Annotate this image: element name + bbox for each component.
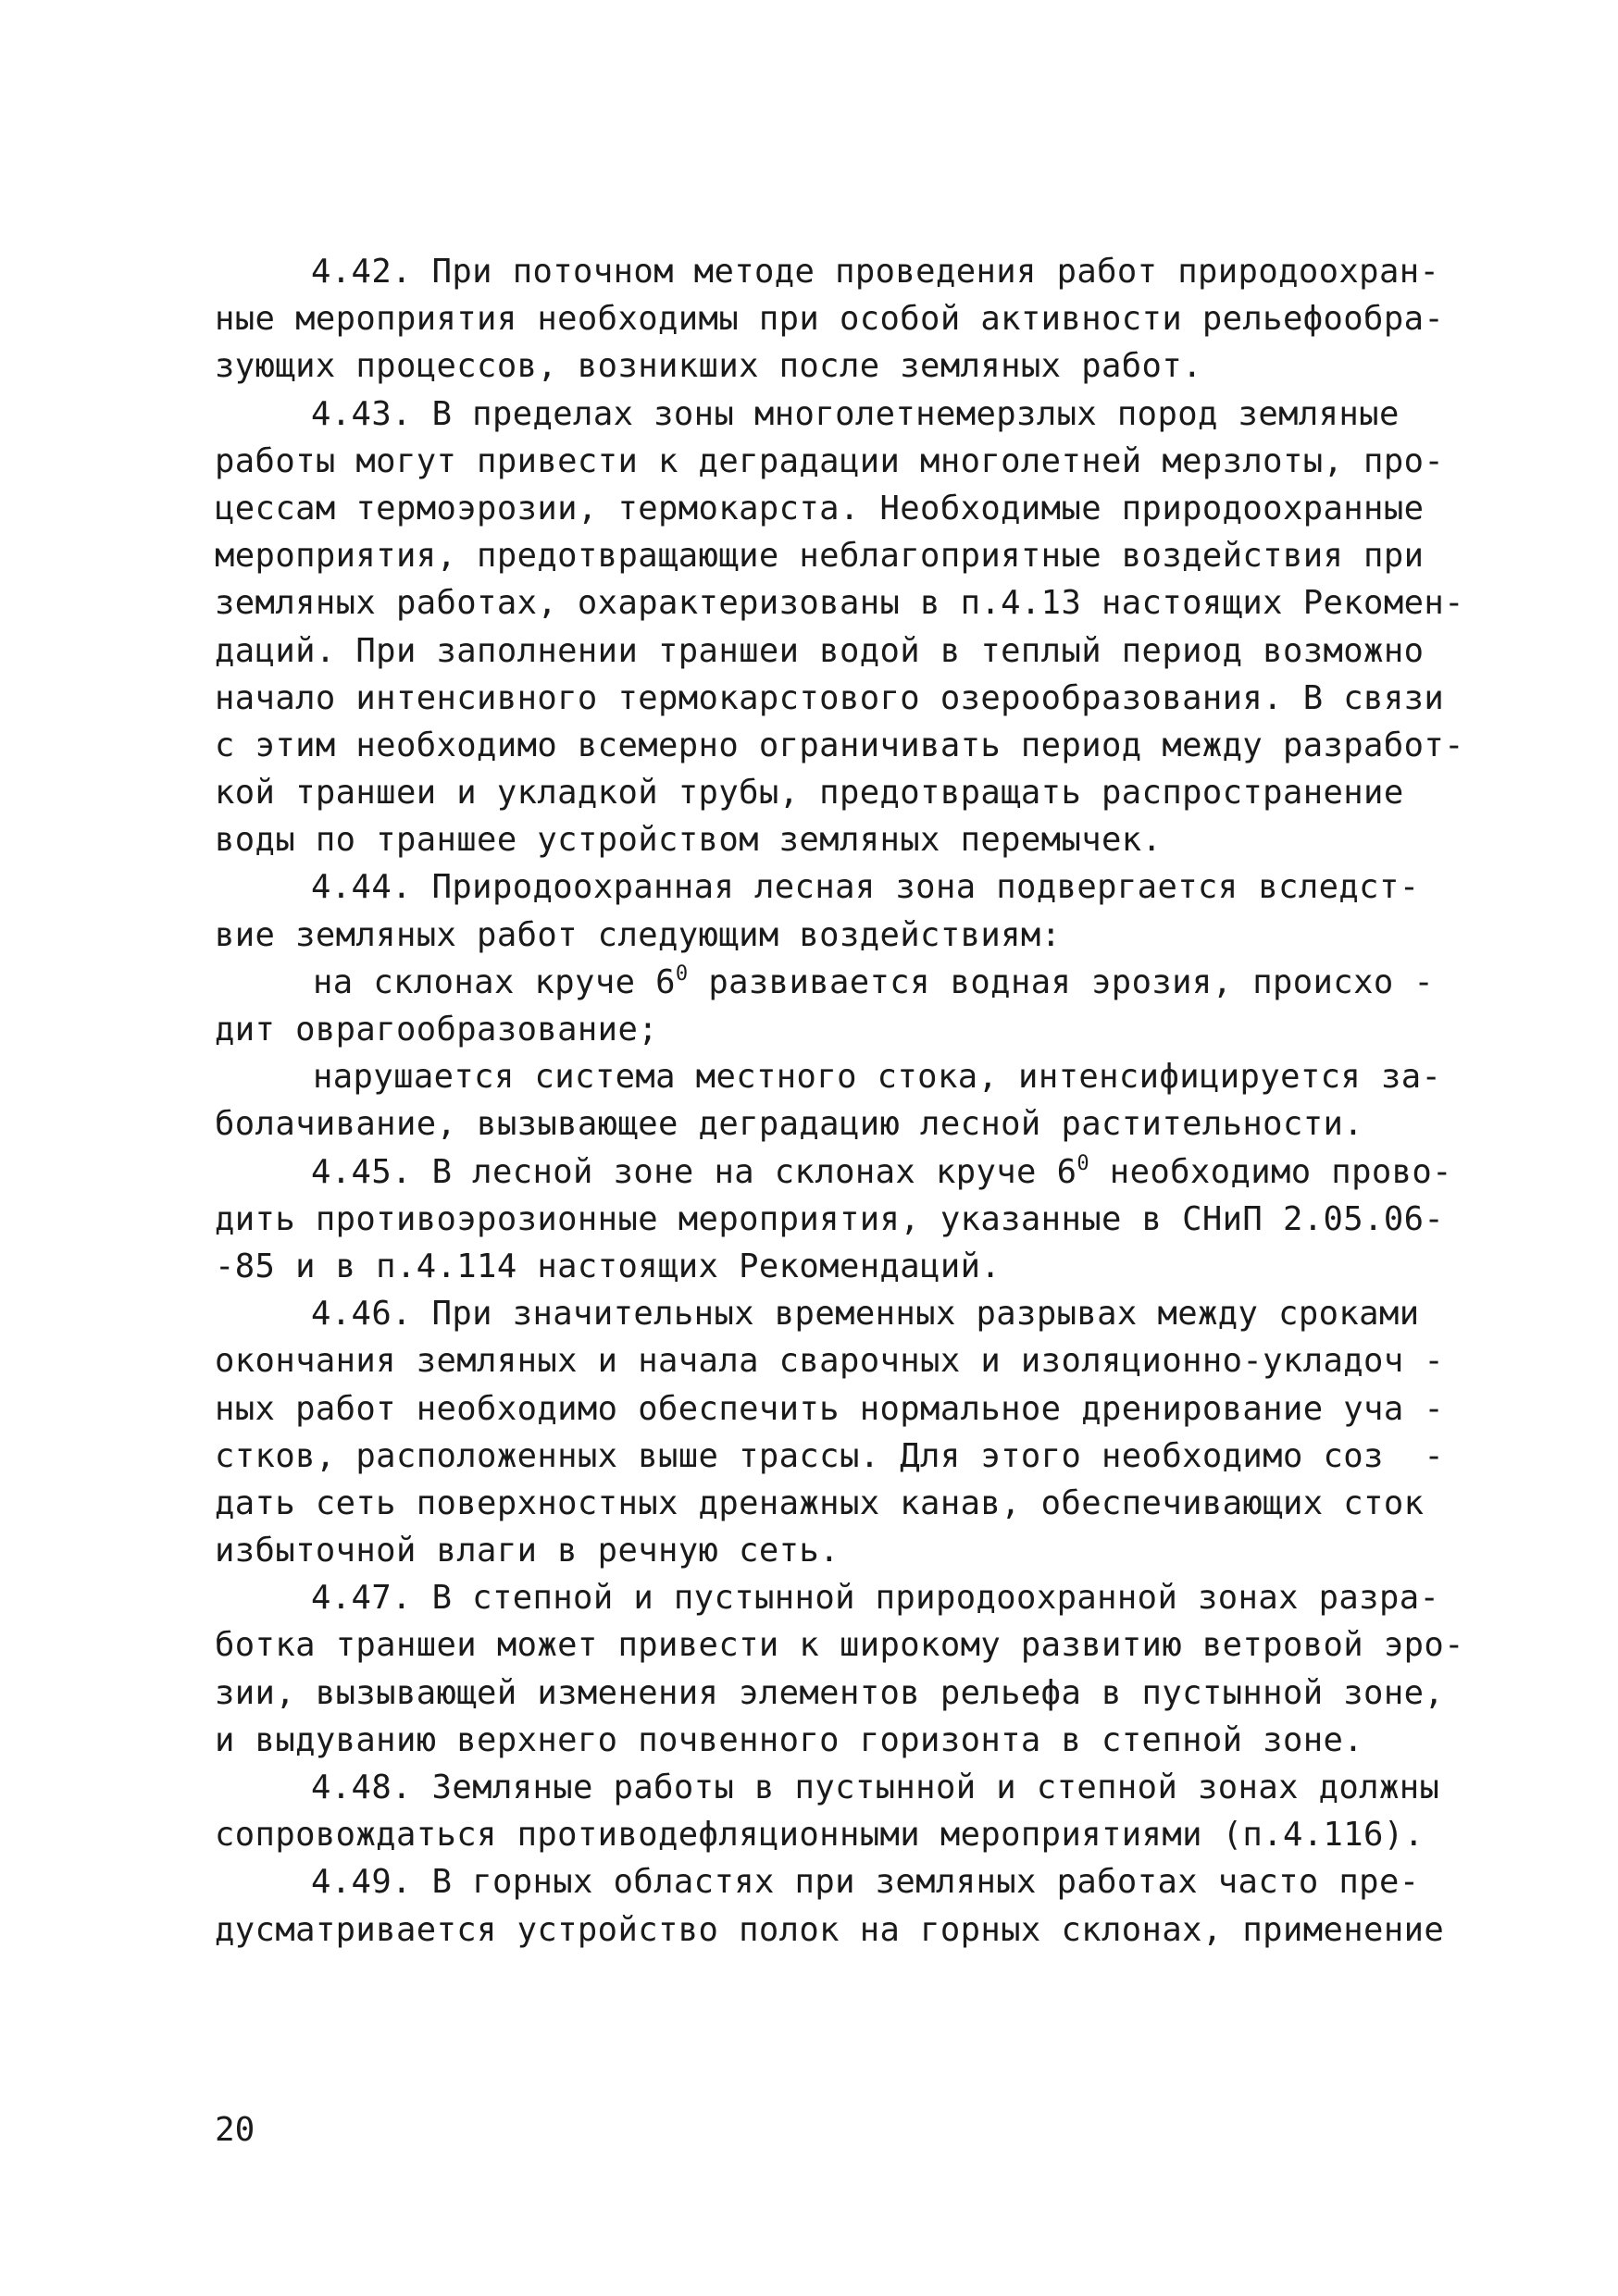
text-line: 4.46. При значительных временных разрывах между сроками — [311, 1295, 1420, 1334]
text-line: вие земляных работ следующим воздействиям: — [215, 915, 1062, 954]
text-line: избыточной влаги в речную сеть. — [215, 1532, 840, 1570]
text-line: работы могут привести к деградации многолетней мерзлоты, про- — [215, 441, 1445, 480]
text-segment: на склонах круче 6 — [313, 962, 676, 1001]
text-line: зии, вызывающей изменения элементов рельефа в пустынной зоне, — [215, 1673, 1445, 1712]
text-line: болачивание, вызывающее деградацию лесной растительности. — [215, 1105, 1364, 1144]
text-line: 4.44. Природоохранная лесная зона подвергается вследст- — [311, 868, 1420, 907]
text-line — [215, 1148, 1452, 1196]
text-line: с этим необходимо всемерно ограничивать период между разработ- — [215, 726, 1464, 764]
text-line: цессам термоэрозии, термокарста. Необходимые природоохранные — [215, 489, 1425, 527]
text-line: земляных работах, охарактеризованы в п.4.13 настоящих Рекомен- — [215, 584, 1464, 623]
text-line: 4.42. При поточном методе проведения работ природоохран- — [311, 253, 1440, 291]
degree-superscript: 0 — [675, 962, 689, 986]
text-line: воды по траншее устройством земляных перемычек. — [215, 821, 1163, 860]
text-line: дать сеть поверхностных дренажных канав, обеспечивающих сток — [215, 1483, 1425, 1522]
text-line: ных работ необходимо обеспечить нормальное дренирование уча - — [215, 1389, 1445, 1428]
text-line: и выдуванию верхнего почвенного горизонта в степной зоне. — [215, 1720, 1364, 1759]
text-line: ные мероприятия необходимы при особой активности рельефообра- — [215, 300, 1445, 339]
text-line: 4.47. В степной и пустынной природоохранной зонах разра- — [311, 1579, 1440, 1618]
text-line: -85 и в п.4.114 настоящих Рекомендаций. — [215, 1247, 1002, 1285]
text-line: начало интенсивного термокарстового озерообразования. В связи — [215, 678, 1445, 717]
text-line: окончания земляных и начала сварочных и изоляционно-укладоч - — [215, 1342, 1445, 1381]
text-line: мероприятия, предотвращающие неблагоприятные воздействия при — [215, 537, 1425, 576]
text-segment: развивается водная эрозия, происхо - — [688, 962, 1435, 1001]
text-line: 4.48. Земляные работы в пустынной и степной зонах должны — [311, 1769, 1440, 1806]
text-line: зующих процессов, возникших после земляных работ. — [215, 347, 1202, 386]
text-line: даций. При заполнении траншеи водой в теплый период возможно — [215, 631, 1425, 670]
degree-superscript: 0 — [1077, 1151, 1090, 1175]
text-segment: 4.45. В лесной зоне на склонах круче 6 — [311, 1152, 1077, 1191]
text-line: кой траншеи и укладкой трубы, предотвращать распространение — [215, 774, 1404, 813]
text-line: стков, расположенных выше трассы. Для этого необходимо соз - — [215, 1436, 1445, 1475]
text-line: 4.43. В пределах зоны многолетнемерзлых пород земляные — [311, 394, 1400, 433]
text-line: ботка траншеи может привести к широкому развитию ветровой эро- — [215, 1626, 1464, 1665]
body-text — [215, 248, 1464, 1954]
text-line: дусматривается устройство полок на горных склонах, применение — [215, 1910, 1445, 1949]
text-line — [215, 959, 1435, 1006]
text-segment: необходимо прово- — [1089, 1152, 1452, 1191]
text-line: дить противоэрозионные мероприятия, указанные в СНиП 2.05.06- — [215, 1199, 1445, 1238]
text-line: 4.49. В горных областях при земляных работах часто пре- — [311, 1863, 1420, 1902]
page-number: 20 — [215, 2111, 255, 2149]
text-line: сопровождаться противодефляционными мероприятиями (п.4.116). — [215, 1816, 1425, 1855]
text-line: нарушается система местного стока, интенсифицируется за- — [313, 1058, 1442, 1097]
text-line: дит оврагообразование; — [215, 1011, 659, 1049]
